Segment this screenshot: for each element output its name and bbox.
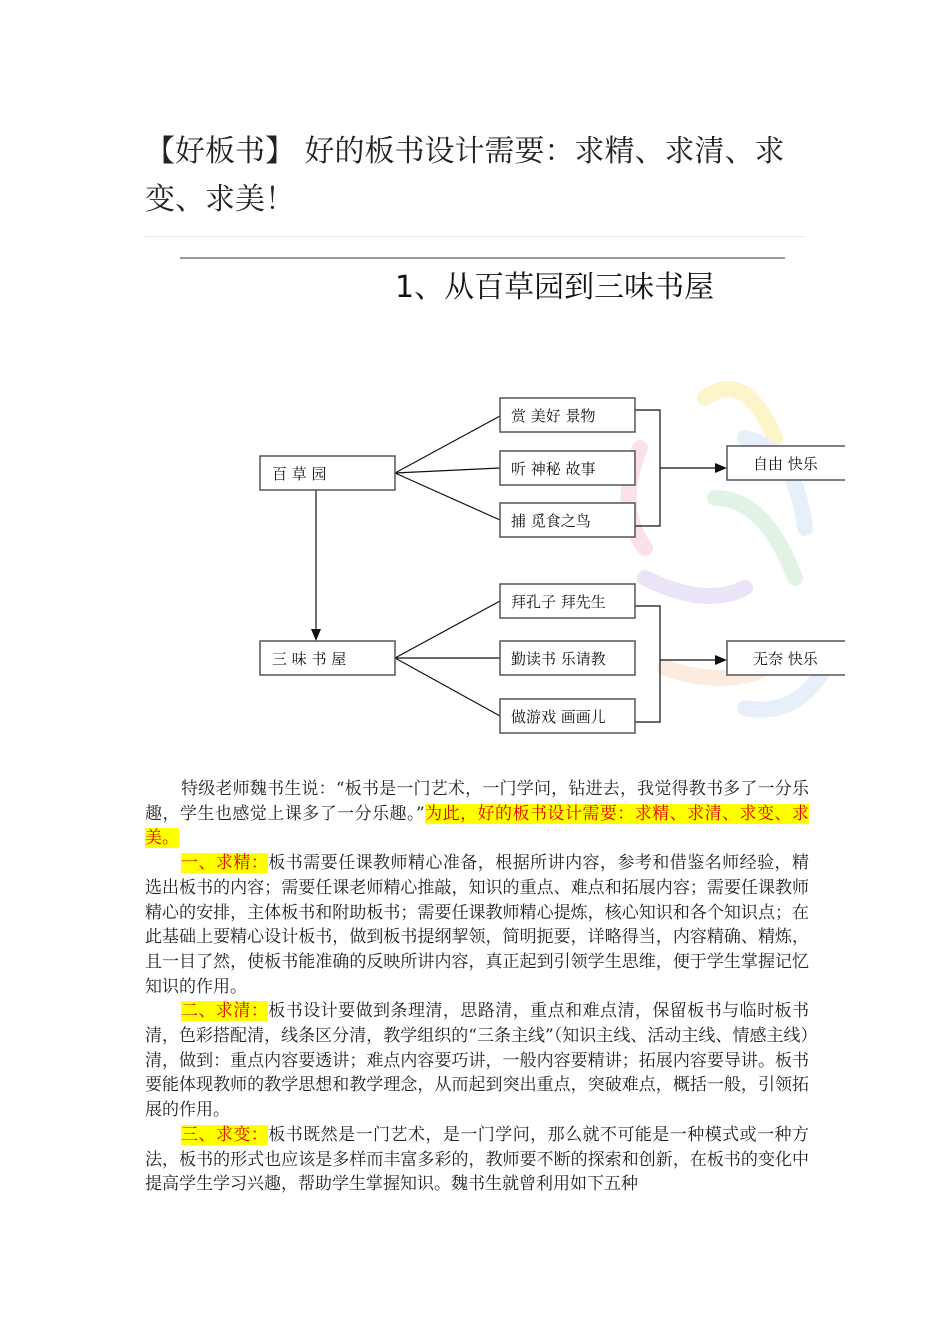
section-text-qiujing: 板书需要任课教师精心准备，根据所讲内容，参考和借鉴名师经验，精选出板书的内容；需要任课老师精心推敲，知识的重点、难点和拓展内容；需要任课教师精心的安排，主体板书和附助板书；需要任课教师精心提炼，核心知识和各个知识点；在此基础上要精心设计板书，做到板书提纲挈领，简明扼要，详略得当，内容精确、精炼，且一目了然，使板书能准确的反映所讲内容，真正起到引领学生思维，便于学生掌握记忆知识的作用。 xyxy=(145,853,810,997)
lesson-diagram-figure xyxy=(145,248,845,763)
paragraph-intro xyxy=(145,777,809,851)
section-label-qiuqing: 二、求清： xyxy=(181,1001,269,1022)
branch-top-3-label: 捕 觅食之鸟 xyxy=(511,512,591,530)
intro-text: 特级老师魏书生说：“板书是一门艺术，一门学问，钻进去，我觉得教书多了一分乐趣，学生也感觉上课多了一分乐趣。” xyxy=(145,779,809,824)
paragraph-qiubian xyxy=(145,1123,809,1197)
node-bottom-label: 三 味 书 屋 xyxy=(272,650,347,668)
article-body xyxy=(145,777,809,1197)
section-label-qiujing: 一、求精： xyxy=(181,853,269,874)
section-text-qiubian: 板书既然是一门艺术，是一门学问，那么就不可能是一种模式或一种方法，板书的形式也应该是多样而丰富多彩的，教师要不断的探索和创新，在板书的变化中提高学生学习兴趣，帮助学生掌握知识。魏书生就曾利用如下五种 xyxy=(145,1124,810,1195)
section-label-qiubian: 三、求变： xyxy=(181,1124,269,1145)
result-top-label: 自由 快乐 xyxy=(753,455,818,473)
intro-highlight: 为此，好的板书设计需要：求精、求清、求变、求美。 xyxy=(145,803,809,849)
branch-bottom-1-label: 拜孔子 拜先生 xyxy=(511,593,606,611)
branch-bottom-3-label: 做游戏 画画儿 xyxy=(511,708,606,726)
paragraph-qiuqing xyxy=(145,999,809,1123)
result-bottom-label: 无奈 快乐 xyxy=(753,650,818,668)
node-top-label: 百 草 园 xyxy=(272,465,327,483)
branch-top-1-label: 赏 美好 景物 xyxy=(511,407,596,425)
section-text-qiuqing: 板书设计要做到条理清，思路清，重点和难点清，保留板书与临时板书清，色彩搭配清，线条区分清，教学组织的“三条主线”（知识主线、活动主线、情感主线）清，做到：重点内容要透讲；难点内容要巧讲，一般内容要精讲；拓展内容要导讲。板书要能体现教师的教学思想和教学理念，从而起到突出重点，突破难点，概括一般，引领拓展的作用。 xyxy=(145,1001,810,1121)
diagram-arrowheads xyxy=(311,463,727,665)
branch-bottom-2-label: 勤读书 乐请教 xyxy=(511,650,606,668)
title-divider xyxy=(145,236,805,237)
diagram-heading: 1、从百草园到三味书屋 xyxy=(395,270,715,305)
paragraph-qiujing xyxy=(145,851,809,999)
lesson-diagram xyxy=(145,248,845,763)
branch-top-2-label: 听 神秘 故事 xyxy=(511,460,596,478)
page-title: 【好板书】 好的板书设计需要：求精、求清、求变、求美！ xyxy=(145,134,785,217)
